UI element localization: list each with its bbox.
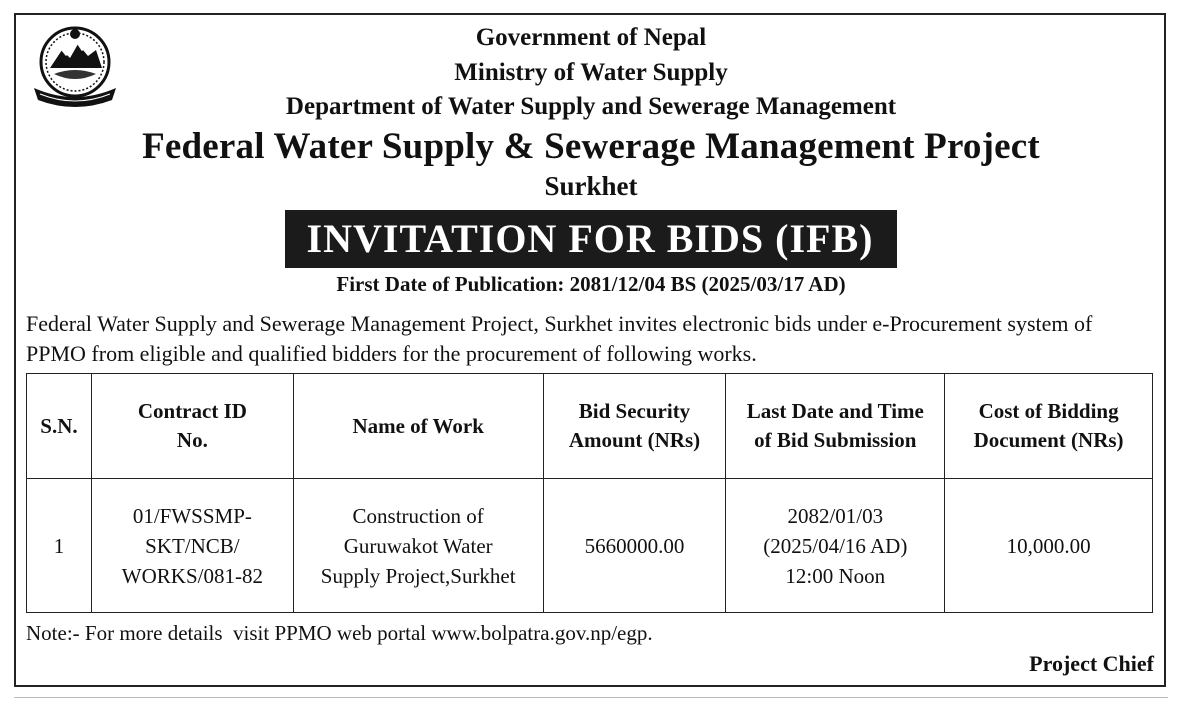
header-last-date-line2: of Bid Submission	[754, 428, 917, 452]
header-last-date	[726, 374, 945, 479]
publication-date: First Date of Publication: 2081/12/04 BS (2025/03/17 AD)	[336, 272, 846, 296]
cell-sn: 1	[27, 479, 92, 613]
government-title: Government of Nepal	[475, 24, 707, 51]
ministry-title: Ministry of Water Supply	[454, 59, 728, 86]
bids-table	[26, 373, 1153, 613]
cell-work-line1: Construction of	[352, 503, 484, 528]
cell-contract-id-line2: SKT/NCB/	[145, 533, 240, 558]
header-bid-security-line2: Amount (NRs)	[568, 428, 701, 452]
project-title: Federal Water Supply & Sewerage Management Project	[142, 126, 1040, 167]
cell-date-line2: (2025/04/16 AD)	[763, 533, 908, 558]
department-title: Department of Water Supply and Sewerage Management	[285, 93, 897, 120]
project-location: Surkhet	[544, 171, 638, 201]
bottom-divider	[14, 697, 1168, 698]
header-cost	[945, 374, 1153, 479]
table-header-row	[27, 374, 1153, 479]
cell-name-of-work	[293, 479, 543, 613]
header-sn-label: S.N.	[40, 413, 78, 438]
header-sn	[27, 374, 92, 479]
header-bid-security-line1: Bid Security	[578, 399, 691, 423]
header-last-date-line1: Last Date and Time	[746, 399, 924, 423]
signature-title: Project Chief	[1029, 651, 1154, 676]
header-contract-id	[91, 374, 293, 479]
cell-contract-id-line1: 01/FWSSMP-	[132, 503, 252, 528]
note-text: Note:- For more details visit PPMO web portal www.bolpatra.gov.np/egp.	[26, 621, 653, 645]
cell-date-line3: 12:00 Noon	[785, 563, 886, 588]
notice-title-banner: INVITATION FOR BIDS (IFB)	[285, 210, 898, 268]
header-cost-line2: Document (NRs)	[973, 428, 1124, 452]
cell-bid-security: 5660000.00	[543, 479, 726, 613]
header-contract-id-line2: No.	[176, 428, 208, 452]
header-contract-id-line1: Contract ID	[137, 399, 247, 423]
intro-paragraph: Federal Water Supply and Sewerage Management Project, Surkhet invites electronic bids under e-Procurement system of PPMO from eligible and qualified bidders for the procurement of following works.	[26, 311, 1093, 366]
cell-contract-id	[91, 479, 293, 613]
cell-cost: 10,000.00	[945, 479, 1153, 613]
cell-date-line1: 2082/01/03	[787, 503, 884, 528]
cell-last-date	[726, 479, 945, 613]
header-name-of-work	[293, 374, 543, 479]
cell-work-line3: Supply Project,Surkhet	[320, 563, 516, 588]
table-row	[27, 479, 1153, 613]
header-cost-line1: Cost of Bidding	[978, 399, 1119, 423]
cell-work-line2: Guruwakot Water	[343, 533, 493, 558]
cell-contract-id-line3: WORKS/081-82	[121, 563, 263, 588]
header-bid-security	[543, 374, 726, 479]
header-name-of-work-label: Name of Work	[352, 413, 484, 438]
